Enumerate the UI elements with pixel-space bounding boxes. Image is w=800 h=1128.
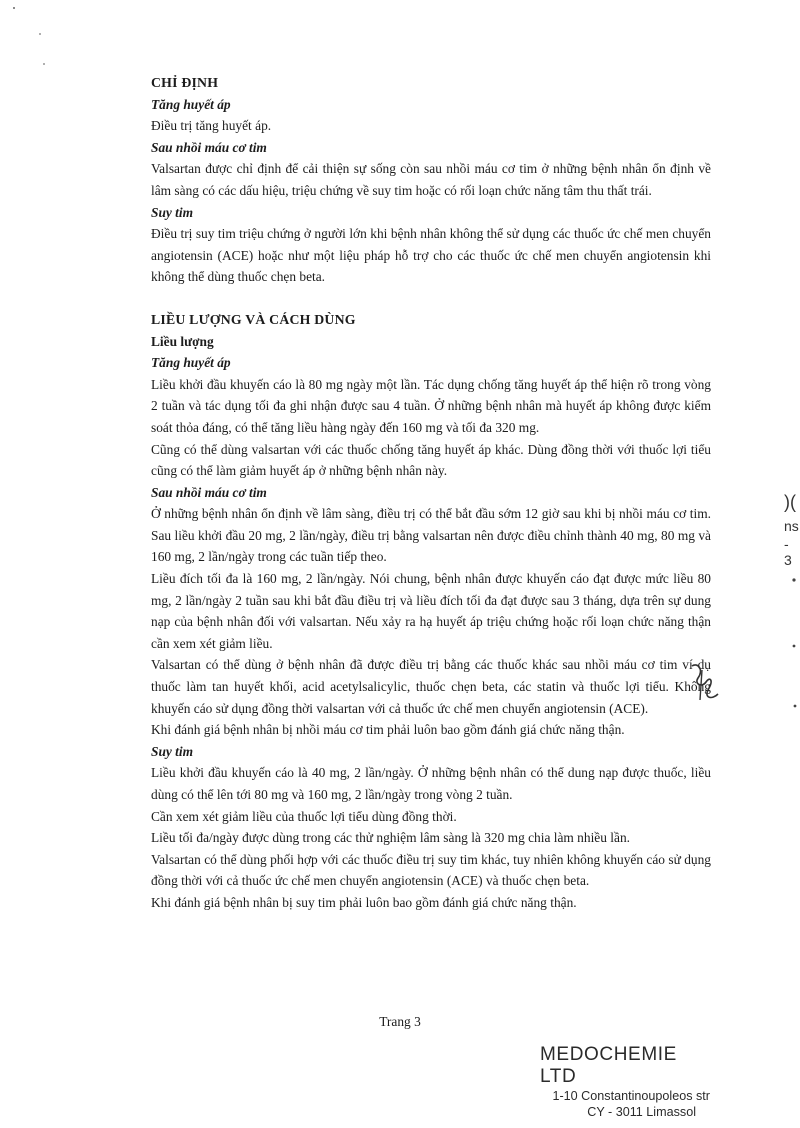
paragraph: Liều khởi đầu khuyến cáo là 80 mg ngày một lần. Tác dụng chống tăng huyết áp thể hiện rõ trong vòng 2 tuần và tác dụng tối đa ghi nhận được sau 4 tuần. Ở những bệnh nhân mà huyết áp không được kiểm soát thỏa đáng, có thể tăng liều hàng ngày đến 160 mg và tối đa 320 mg. <box>151 376 711 435</box>
paragraph: Cũng có thể dùng valsartan với các thuốc chống tăng huyết áp khác. Dùng đồng thời với thuốc lợi tiểu cũng có thể làm giảm huyết áp ở những bệnh nhân này. <box>151 441 711 479</box>
paragraph: Điều trị tăng huyết áp. <box>151 118 272 134</box>
paragraph: Khi đánh giá bệnh nhân bị nhồi máu cơ tim phải luôn bao gồm đánh giá chức năng thận. <box>151 722 625 738</box>
edge-fragment: )( <box>784 492 796 512</box>
subheading-post-mi: Sau nhồi máu cơ tim <box>151 484 267 500</box>
section-heading-dosage: LIỀU LƯỢNG VÀ CÁCH DÙNG <box>151 311 356 327</box>
paragraph: Cần xem xét giảm liều của thuốc lợi tiểu dùng đồng thời. <box>151 808 457 824</box>
section-heading-indications: CHỈ ĐỊNH <box>151 75 219 90</box>
subheading-heart-failure: Suy tim <box>151 204 194 220</box>
paragraph: Liều đích tối đa là 160 mg, 2 lần/ngày. Nói chung, bệnh nhân được khuyến cáo đạt được mức liều 80 mg, 2 lần/ngày 2 tuần sau khi bắt đầu điều trị và liều đích tối đa đạt được sau 3 tháng, dựa trên sự dung nạp của bệnh nhân đối với valsartan. Nếu xảy ra hạ huyết áp triệu chứng hoặc rối loạn chức năng thận cần xem xét giảm liều. <box>151 571 711 651</box>
handwritten-initial-mark <box>684 660 724 704</box>
stamp-city-line: CY - 3011 Limassol <box>587 1105 696 1119</box>
subheading-heart-failure: Suy tim <box>151 743 194 759</box>
company-stamp <box>530 1044 710 1120</box>
document-body <box>151 72 711 914</box>
edge-fragment: - 3 <box>784 536 792 568</box>
subheading-hypertension: Tăng huyết áp <box>151 96 231 112</box>
paragraph: Valsartan có thể dùng phối hợp với các thuốc điều trị suy tim khác, tuy nhiên không khuyến cáo sử dụng đồng thời với cả thuốc ức chế men chuyển angiotensin (ACE) và thuốc chẹn beta. <box>151 851 711 889</box>
edge-fragment: ns <box>784 518 799 534</box>
paragraph: Điều trị suy tim triệu chứng ở người lớn khi bệnh nhân không thể sử dụng các thuốc ức chế men chuyển angiotensin (ACE) hoặc như một liệu pháp hỗ trợ cho các thuốc ức chế men chuyển angiotensin khi không thể dùng thuốc chẹn beta. <box>151 226 711 285</box>
scan-speck-marks <box>790 576 800 716</box>
subheading-hypertension: Tăng huyết áp <box>151 355 231 371</box>
paragraph: Liều tối đa/ngày được dùng trong các thử nghiệm lâm sàng là 320 mg chia làm nhiều lần. <box>151 830 630 846</box>
stamp-address-line: 1-10 Constantinoupoleos str <box>552 1089 710 1103</box>
paragraph: Liều khởi đầu khuyến cáo là 40 mg, 2 lần/ngày. Ở những bệnh nhân có thể dung nạp được thuốc, liều dùng có thể lên tới 80 mg và 160 mg, 2 lần/ngày trong vòng 2 tuần. <box>151 765 711 802</box>
stamp-company-name: MEDOCHEMIE LTD <box>540 1044 677 1087</box>
subheading-dosage: Liều lượng <box>151 333 214 349</box>
paragraph: Valsartan có thể dùng ở bệnh nhân đã được điều trị bằng các thuốc khác sau nhồi máu cơ tim ví dụ thuốc làm tan huyết khối, acid acetylsalicylic, thuốc chẹn beta, các statin và thuốc lợi tiểu. Không khuyến cáo sử dụng đồng thời valsartan với cả thuốc ức chế men chuyển angiotensin (ACE). <box>151 657 711 716</box>
subheading-post-mi: Sau nhồi máu cơ tim <box>151 139 267 155</box>
page-number: Trang 3 <box>379 1014 421 1029</box>
paragraph: Khi đánh giá bệnh nhân bị suy tim phải luôn bao gồm đánh giá chức năng thận. <box>151 894 577 910</box>
section-gap <box>151 288 711 309</box>
scan-speck-marks <box>0 0 60 70</box>
paragraph: Ở những bệnh nhân ổn định về lâm sàng, điều trị có thể bắt đầu sớm 12 giờ sau khi bị nhồi máu cơ tim. Sau liều khởi đầu 20 mg, 2 lần/ngày, điều trị bằng valsartan nên được điều chỉnh thành 40 mg, 80 mg và 160 mg, 2 lần/ngày trong các tuần tiếp theo. <box>151 506 711 565</box>
paragraph: Valsartan được chỉ định để cải thiện sự sống còn sau nhồi máu cơ tim ở những bệnh nhân ổn định về lâm sàng có các dấu hiệu, triệu chứng về suy tim hoặc có rối loạn chức năng tâm thu thất trái. <box>151 161 711 198</box>
